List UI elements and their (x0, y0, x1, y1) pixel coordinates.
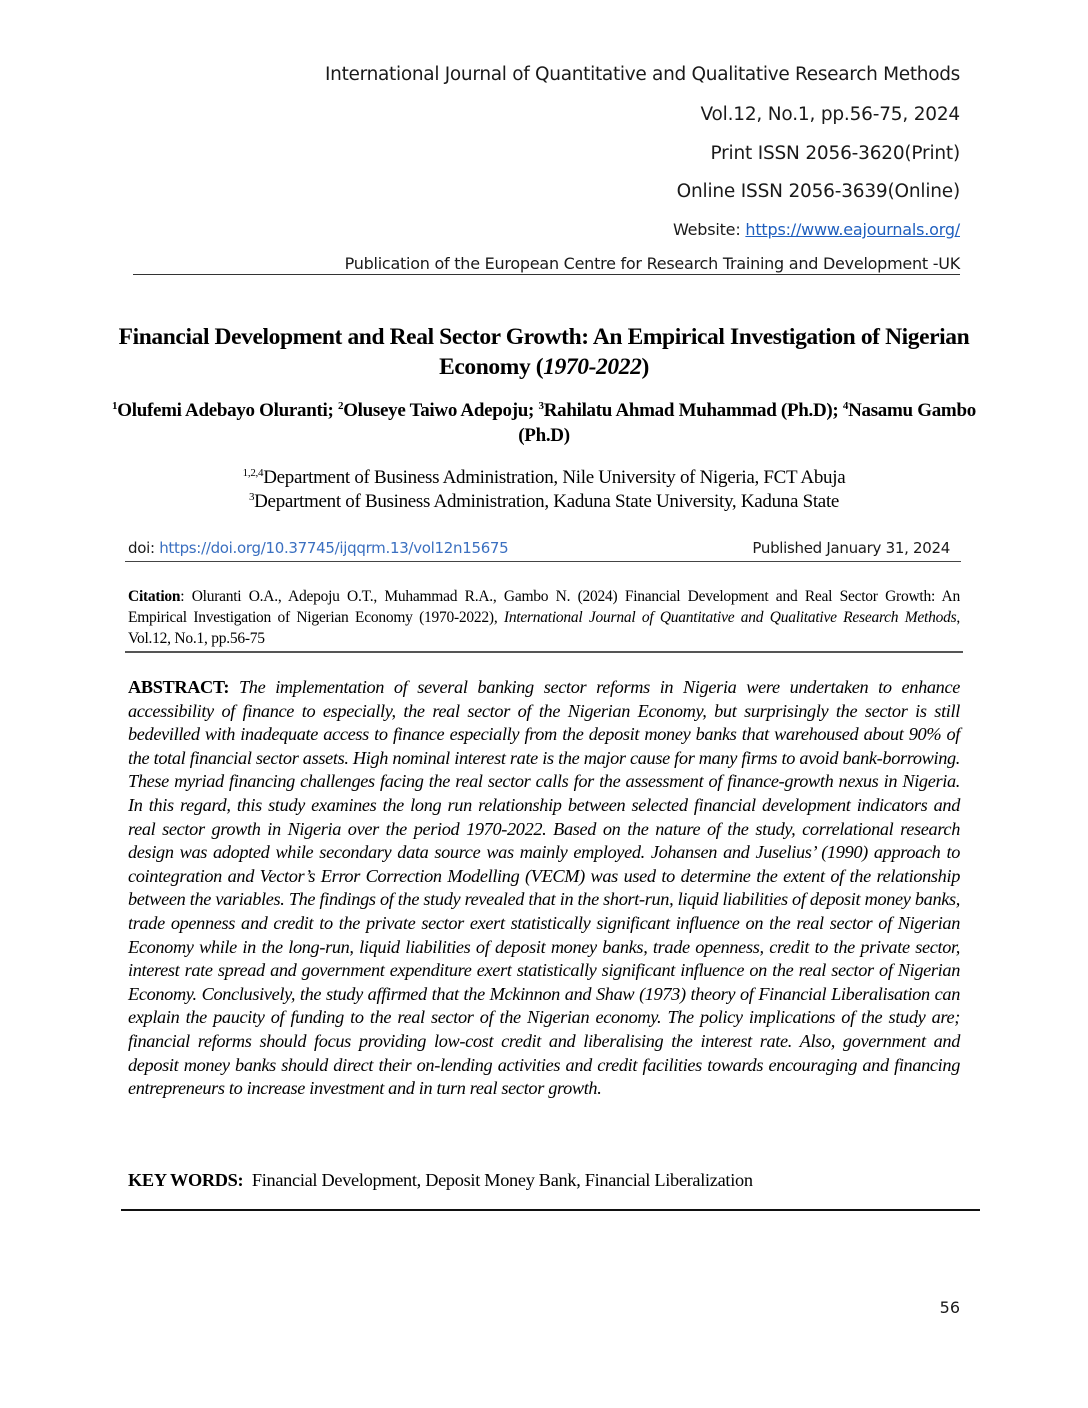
website-line (673, 220, 960, 239)
affiliations (100, 466, 988, 514)
header-divider (133, 274, 960, 275)
abstract-label: ABSTRACT: (128, 677, 239, 697)
print-issn: Print ISSN 2056-3620(Print) (710, 143, 960, 164)
doi-label: doi: (128, 539, 160, 557)
title-years: 1970-2022 (543, 354, 642, 380)
author: $^2$Oluseye Taiwo Adepoju; (338, 400, 539, 421)
author: $^3$Rahilatu Ahmad Muhammad (Ph.D); (538, 400, 843, 421)
doi-divider (125, 561, 961, 562)
author: $^4$Nasamu Gambo (Ph.D) (518, 400, 976, 446)
journal-name: International Journal of Quantitative and Qualitative Research Methods (324, 64, 960, 85)
citation-journal: International Journal of Quantitative and Qualitative Research Methods (503, 609, 957, 626)
published-date: Published January 31, 2024 (752, 539, 950, 557)
volume-info: Vol.12, No.1, pp.56-75, 2024 (700, 104, 960, 125)
author-list (100, 398, 988, 448)
doi-link[interactable]: https://doi.org/10.37745/ijqqrm.13/vol12n15675 (159, 539, 509, 557)
author: $^1$Olufemi Adebayo Oluranti; (112, 400, 338, 421)
online-issn: Online ISSN 2056-3639(Online) (676, 181, 960, 202)
affiliation: $^3$Department of Business Administration, Kaduna State University, Kaduna State (248, 491, 840, 512)
citation-label: Citation (128, 588, 181, 605)
citation-divider (125, 651, 963, 653)
abstract (128, 676, 960, 1101)
keywords-text: Financial Development, Deposit Money Bank, Financial Liberalization (243, 1170, 753, 1190)
website-link[interactable]: https://www.eajournals.org/ (745, 220, 960, 239)
abstract-body: The implementation of several banking sector reforms in Nigeria were undertaken to enhance accessibility of finance to especially, the real sector of the Nigerian Economy, but surprisingly the sector is still bedevilled with inadequate access to finance especially from the deposit money banks that warehoused about 90% of the total financial sector assets. High nominal interest rate is the major cause for many firms to avoid bank-borrowing. These myriad financing challenges facing the real sector calls for the assessment of finance-growth nexus in Nigeria. In this regard, this study examines the long run relationship between selected financial development indicators and real sector growth in Nigeria over the period 1970-2022. Based on the nature of the study, correlational research design was adopted while secondary data source was mainly employed. Johansen and Juselius’ (1990) approach to cointegration and Vector’s Error Correction Modelling (VECM) was used to determine the extent of the relationship between the variables. The findings of the study revealed that in the short-run, liquid liabilities of deposit money banks, trade openness and credit to the private sector exert statistically significant influence on the real sector of Nigerian Economy while in the long-run, liquid liabilities of deposit money banks, trade openness, credit to the private sector, interest rate spread and government expenditure exert statistically significant influence on the real sector of Nigerian Economy. Conclusively, the study affirmed that the Mckinnon and Shaw (1973) theory of Financial Liberalisation can explain the paucity of funding to the real sector of the Nigerian economy. The policy implications of the study are; financial reforms should focus providing low-cost credit and liberalising the interest rate. Also, government and deposit money banks should direct their on-lending activities and credit facilities towards encouraging and financing entrepreneurs to increase investment and in turn real sector growth. (128, 677, 960, 1099)
page-number: 56 (939, 1298, 960, 1317)
keywords (128, 1168, 960, 1192)
doi-row (128, 539, 960, 557)
citation: Citation: Oluranti O.A., Adepoju O.T., Muhammad R.A., Gambo N. (2024) Financial Development and Real Sector Growth: An Empirical Investigation of Nigerian Economy (1970-2022), International Journal of Quantitative and Qualitative Research Methods, Vol.12, No.1, pp.56-75 (128, 588, 960, 647)
publisher-line: Publication of the European Centre for Research Training and Development -UK (344, 254, 960, 273)
website-label: Website: (672, 220, 746, 239)
affiliation: $^{1,2,4}$Department of Business Administration, Nile University of Nigeria, FCT Abuja (242, 467, 846, 488)
abstract-divider (121, 1209, 980, 1211)
keywords-label: KEY WORDS: (128, 1170, 244, 1190)
paper-title: Financial Development and Real Sector Growth: An Empirical Investigation of Nigerian Economy (1970-2022) (118, 324, 970, 380)
